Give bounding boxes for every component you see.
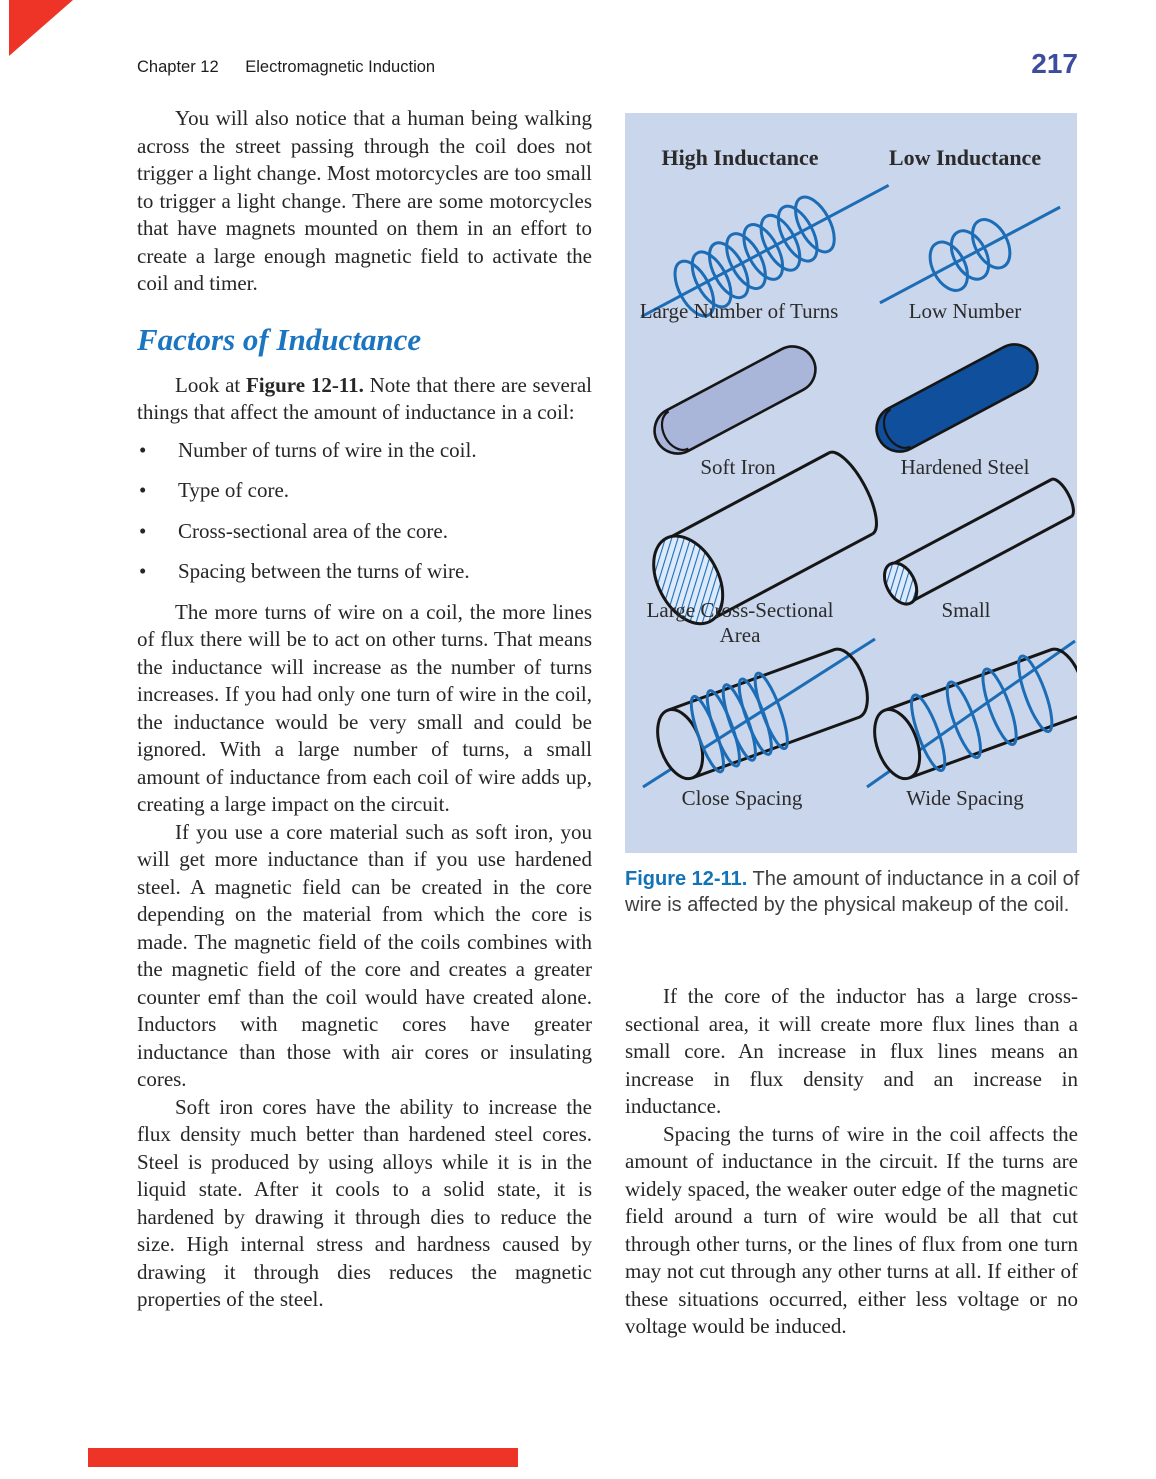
corner-accent-decoration [9, 0, 73, 56]
label-wide-spacing: Wide Spacing [906, 786, 1024, 810]
label-close-spacing: Close Spacing [681, 786, 803, 810]
bullet-icon: • [139, 559, 147, 583]
right-column [625, 983, 1078, 1341]
section-heading: Factors of Inductance [137, 321, 422, 357]
left-column [137, 105, 592, 1314]
label-large-number-of-turns: Large Number of Turns [639, 299, 839, 323]
figure-reference-paragraph: Look at Figure 12-11. Note that there are several things that affect the amount of inductance in a coil: [137, 372, 592, 424]
label-large-cross-sectional: Large Cross-Sectional [646, 598, 834, 622]
list-item: • Number of turns of wire in the coil. [137, 437, 592, 465]
running-header [137, 58, 1017, 77]
chapter-title: Electromagnetic Induction [245, 58, 436, 76]
figure-panel [625, 113, 1077, 853]
factors-list [137, 437, 592, 586]
figure-header-high-inductance: High Inductance [661, 145, 819, 170]
label-low-number: Low Number [908, 299, 1022, 323]
list-item: • Spacing between the turns of wire. [137, 558, 592, 586]
figure-caption-number: Figure 12-11. [625, 868, 748, 890]
figure-caption [625, 866, 1081, 918]
bullet-icon: • [139, 437, 147, 462]
bullet-icon: • [139, 518, 147, 543]
turns-paragraph: The more turns of wire on a coil, the more lines of flux there will be to act on other turns. That means the inductance will increase as the number of turns increases. If you had only one turn of wire in the coil, the inductance would be very small and could be ignored. With a large number of turns, a small amount of inductance from each coil of wire adds up, creating a large impact on the circuit. [137, 599, 592, 816]
figure-reference: Figure 12-11. [245, 372, 364, 397]
label-hardened-steel: Hardened Steel [900, 455, 1030, 479]
soft-iron-rod-graphic [647, 338, 824, 461]
spacing-paragraph: Spacing the turns of wire in the coil affects the amount of inductance in the circuit. If the turns are widely spaced, the weaker outer edge of the magnetic field around a turn of wire would be all that cut through other turns, or the lines of flux from one turn may not cut through any other turns at all. If either of these situations occurred, either less voltage or no voltage would be induced. [625, 1121, 1078, 1338]
figure-header-low-inductance: Low Inductance [888, 145, 1042, 170]
label-area: Area [719, 623, 761, 647]
cross-section-paragraph: If the core of the inductor has a large cross-sectional area, it will create more flux lines than a small core. An increase in flux lines means an increase in flux density and an increase in inductance. [625, 984, 1078, 1118]
label-soft-iron: Soft Iron [700, 455, 776, 479]
bottom-accent-bar [88, 1448, 518, 1467]
inductance-factors-illustration [625, 113, 1077, 853]
close-spacing-coil-graphic [648, 640, 877, 789]
list-item: • Type of core. [137, 477, 592, 505]
core-material-paragraph: If you use a core material such as soft iron, you will get more inductance than if you use hardened steel. A magnetic field can be created in the core depending on the material from which the core is made. The magnetic field of the coils combines with the magnetic field of the core and creates a greater counter emf than the coil would have created alone. Inductors with magnetic cores have greater inductance than those with air cores or insulating cores. [137, 819, 592, 1091]
soft-iron-paragraph: Soft iron cores have the ability to increase the flux density much better than hardened steel cores. Steel is produced by using alloys while it is in the liquid state. After it cools to a solid state, it is hardened by drawing it through dies to reduce the size. High internal stress and hardness caused by drawing it through dies reduces the magnetic properties of the steel. [137, 1094, 592, 1311]
figure-caption-text: The amount of inductance in a coil of wire is affected by the physical makeup of the coil. [625, 868, 1080, 916]
list-item: • Cross-sectional area of the core. [137, 518, 592, 546]
intro-paragraph: You will also notice that a human being walking across the street passing through the coil does not trigger a light change. Most motorcycles are too small to trigger a light change. There are some motorcycles that have magnets mounted on them in an effort to create a large enough magnetic field to activate the coil and timer. [137, 106, 592, 295]
bullet-icon: • [139, 478, 147, 502]
hardened-steel-rod-graphic [869, 336, 1046, 459]
small-core-cross-section-graphic [878, 475, 1077, 610]
label-small: Small [941, 598, 991, 622]
chapter-label: Chapter 12 [137, 58, 219, 76]
page-number: 217 [1031, 48, 1078, 79]
